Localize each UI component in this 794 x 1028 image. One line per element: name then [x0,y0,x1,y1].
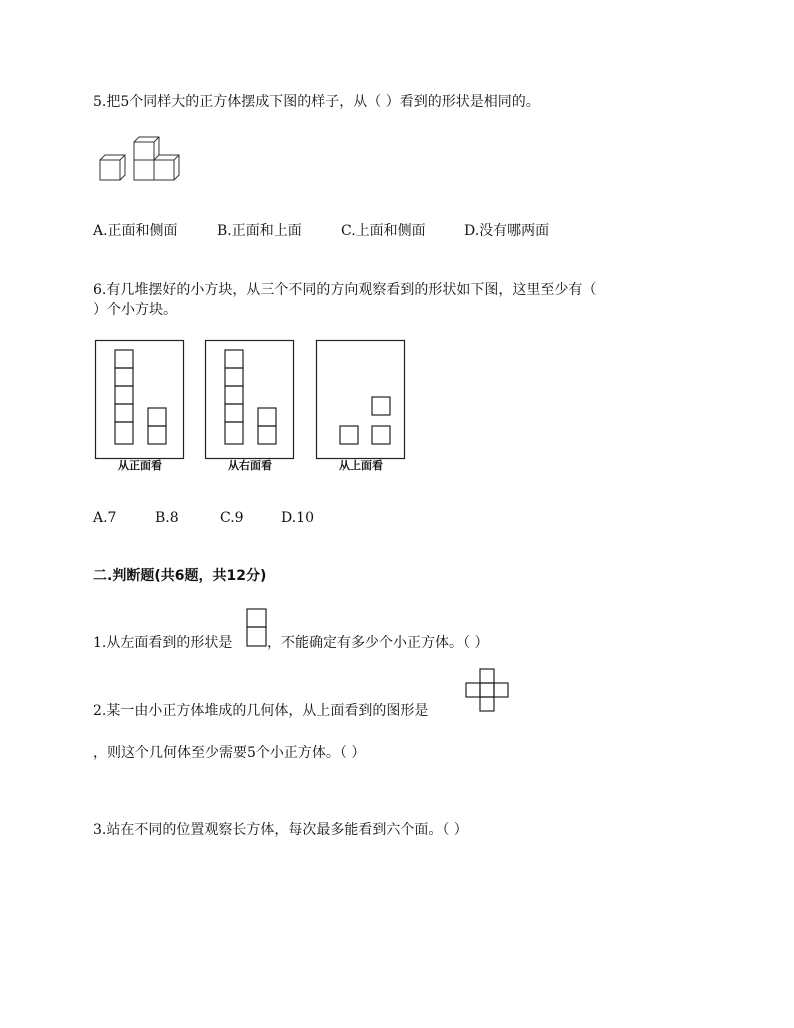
q5-option-b[interactable]: B.正面和上面 [217,223,302,239]
q6-panel-top [316,340,406,460]
q6-text-line2: ）个小方块。 [93,302,177,318]
q5-option-c[interactable]: C.上面和侧面 [341,223,426,239]
q5-cube-figure [100,142,180,182]
q5-text: 5.把5个同样大的正方体摆成下图的样子，从（ ）看到的形状是相同的。 [93,94,540,110]
judge3-text: 3.站在不同的位置观察长方体，每次最多能看到六个面。（ ） [93,822,468,838]
judge1-text-before: 1.从左面看到的形状是 [93,635,233,651]
q6-option-b[interactable]: B.8 [155,510,179,526]
q5-option-d[interactable]: D.没有哪两面 [464,223,550,239]
q5-option-a[interactable]: A.正面和侧面 [93,223,178,239]
q6-panel-right-caption: 从右面看 [228,459,272,472]
q6-panel-front [95,340,185,460]
q6-panel-top-caption: 从上面看 [339,459,383,472]
q6-panel-right [205,340,295,460]
judge2-text-before: 2.某一由小正方体堆成的几何体，从上面看到的图形是 [93,703,429,719]
judge1-text-after: ，不能确定有多少个小正方体。（ ） [267,635,489,651]
judge1-left-view-figure [246,608,268,648]
q6-option-d[interactable]: D.10 [281,510,314,526]
q6-panel-front-caption: 从正面看 [118,459,162,472]
judge2-top-view-figure [465,668,511,714]
section2-heading: 二.判断题(共6题，共12分) [93,568,267,584]
q6-text-line1: 6.有几堆摆好的小方块，从三个不同的方向观察看到的形状如下图，这里至少有（ [93,282,597,298]
q6-option-c[interactable]: C.9 [220,510,244,526]
judge2-text-line2: ，则这个几何体至少需要5个小正方体。（ ） [93,745,366,761]
q6-option-a[interactable]: A.7 [93,510,117,526]
